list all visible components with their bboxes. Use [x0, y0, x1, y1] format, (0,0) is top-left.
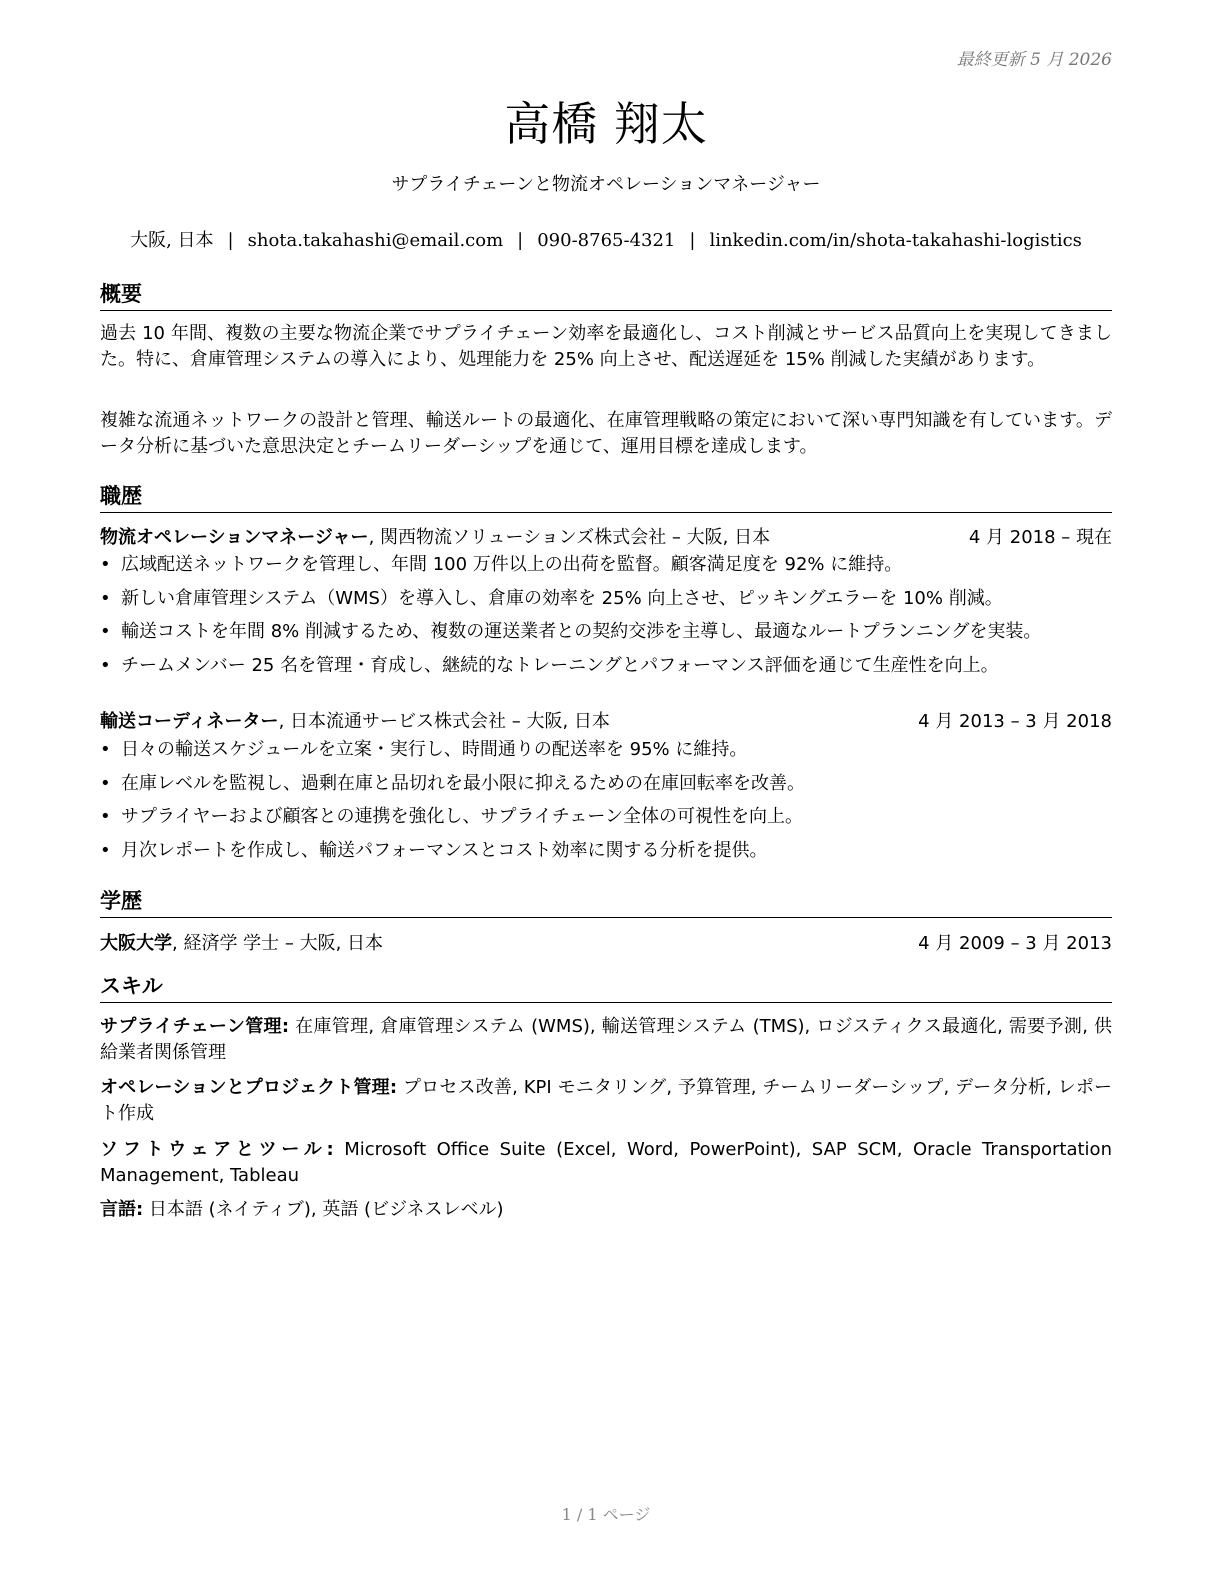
section-title-experience: 職歴 [100, 480, 1112, 513]
list-item: • 輸送コストを年間 8% 削減するため、複数の運送業者との契約交渉を主導し、最適なルートプランニングを実装。 [100, 615, 1112, 649]
school-name: 大阪大学 [100, 933, 172, 954]
contact-linkedin[interactable]: linkedin.com/in/shota-takahashi-logistics [709, 230, 1082, 251]
summary-paragraph-1: 過去 10 年間、複数の主要な物流企業でサプライチェーン効率を最適化し、コスト削減とサービス品質向上を実現してきました。特に、倉庫管理システムの導入により、処理能力を 25% 向上させ、配送遅延を 15% 削減した実績があります。 [100, 323, 1112, 370]
bullet-icon: • [100, 806, 111, 827]
list-item: • 広域配送ネットワークを管理し、年間 100 万件以上の出荷を監督。顧客満足度を 92% に維持。 [100, 548, 1112, 582]
job-role: 輸送コーディネーター [100, 711, 279, 732]
skill-group [100, 1075, 1112, 1127]
bullet-icon: • [100, 621, 111, 642]
contact-separator: | [689, 230, 696, 251]
skill-group [100, 1014, 1112, 1066]
job-bullets [100, 733, 1112, 867]
job-title: サプライチェーンと物流オペレーションマネージャー [391, 174, 821, 195]
contact-separator: | [517, 230, 524, 251]
resume-page [100, 0, 1112, 1584]
bullet-icon: • [100, 772, 111, 794]
bullet-icon: • [100, 739, 111, 760]
bullet-icon: • [100, 839, 111, 861]
contact-email[interactable]: shota.takahashi@email.com [247, 230, 504, 251]
skill-value: プロセス改善, KPI モニタリング, 予算管理, チームリーダーシップ, データ分析, レポート作成 [100, 1077, 1112, 1124]
skill-label: サプライチェーン管理: [100, 1016, 290, 1037]
job-header [100, 707, 1112, 733]
contact-phone: 090-8765-4321 [537, 230, 676, 251]
list-item: • サプライヤーおよび顧客との連携を強化し、サプライチェーン全体の可視性を向上。 [100, 800, 1112, 834]
summary-paragraph-2: 複雑な流通ネットワークの設計と管理、輸送ルートの最適化、在庫管理戦略の策定において深い専門知識を有しています。データ分析に基づいた意思決定とチームリーダーシップを通じて、運用目標を達成します。 [100, 410, 1112, 457]
skill-label: 言語: [100, 1199, 144, 1220]
bullet-icon: • [100, 654, 111, 676]
job-dates: 4 月 2018 – 現在 [968, 527, 1112, 548]
list-item: • 新しい倉庫管理システム（WMS）を導入し、倉庫の効率を 25% 向上させ、ピッキングエラーを 10% 削減。 [100, 582, 1112, 616]
section-title-summary: 概要 [100, 278, 1112, 311]
list-item: • 在庫レベルを監視し、過剰在庫と品切れを最小限に抑えるための在庫回転率を改善。 [100, 767, 1112, 801]
list-item: • チームメンバー 25 名を管理・育成し、継続的なトレーニングとパフォーマンス評価を通じて生産性を向上。 [100, 649, 1112, 683]
list-item: • 日々の輸送スケジュールを立案・実行し、時間通りの配送率を 95% に維持。 [100, 733, 1112, 767]
education-entry [100, 929, 1112, 955]
section-title-skills: スキル [100, 970, 1112, 1003]
job-dates: 4 月 2013 – 3 月 2018 [918, 711, 1112, 732]
contact-separator: | [227, 230, 234, 251]
skill-label: オペレーションとプロジェクト管理: [100, 1077, 398, 1098]
contact-line [100, 226, 1112, 252]
page-number: 1 / 1 ページ [561, 1505, 651, 1524]
skill-value: 在庫管理, 倉庫管理システム (WMS), 輸送管理システム (TMS), ロジスティクス最適化, 需要予測, 供給業者関係管理 [100, 1016, 1112, 1063]
job-bullets [100, 548, 1112, 682]
job-org: , 関西物流ソリューションズ株式会社 – 大阪, 日本 [368, 527, 771, 548]
last-updated: 最終更新 5 月 2026 [956, 50, 1112, 70]
skill-value: Microsoft Office Suite (Excel, Word, PowerPoint), SAP SCM, Oracle Transportation Management, Tableau [100, 1139, 1112, 1186]
bullet-icon: • [100, 587, 111, 609]
skill-group [100, 1137, 1112, 1189]
section-title-education: 学歴 [100, 885, 1112, 918]
job-header [100, 523, 1112, 549]
job-role: 物流オペレーションマネージャー [100, 527, 369, 548]
skill-group [100, 1197, 1112, 1223]
skill-label: ソフトウェアとツール: [100, 1139, 334, 1160]
skill-value: 日本語 (ネイティブ), 英語 (ビジネスレベル) [143, 1199, 504, 1220]
list-item: • 月次レポートを作成し、輸送パフォーマンスとコスト効率に関する分析を提供。 [100, 834, 1112, 868]
job-org: , 日本流通サービス株式会社 – 大阪, 日本 [278, 711, 610, 732]
education-detail: , 経済学 学士 – 大阪, 日本 [172, 933, 384, 954]
education-dates: 4 月 2009 – 3 月 2013 [918, 933, 1112, 954]
contact-location: 大阪, 日本 [130, 230, 214, 251]
bullet-icon: • [100, 554, 111, 575]
candidate-name: 高橋 翔太 [504, 97, 708, 151]
